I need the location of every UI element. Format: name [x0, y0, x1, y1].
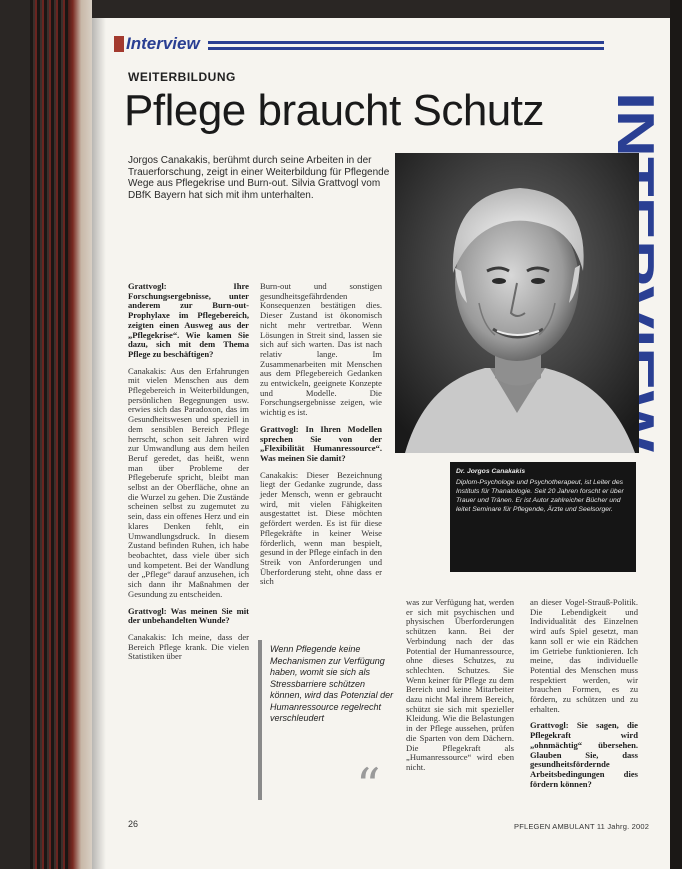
pull-quote-text: Wenn Pflegende keine Mechanismen zur Verfügung haben, womit sie sich als Stressbarriere schützen können, wird das Potenzial der Humanressource regelrecht verschleudert: [270, 644, 394, 723]
book-spine: [68, 0, 92, 869]
caption-text: Diplom-Psychologe und Psychotherapeut, ist Leiter des Instituts für Thanatologie. Seit 20 Jahren forscht er über Trauer und Tränen. Er ist Autor zahlreicher Bücher und leitet Seminare für Pflegende, Ärzte und Seelsorger.: [456, 479, 624, 513]
column-4-answer: an dieser Vogel-Strauß-Politik. Die Lebendigkeit und Individualität des Einzelnen wird aufs Spiel gesetzt, man kann soll er wie ein Rädchen im Getriebe funktionieren. Ich meine, das individuelle Potential des Menschen muss respektiert werden, wir brauchen Formen, es zu fördern, zu schützen und zu erhalten.: [530, 597, 638, 714]
column-2-answer-2: Canakakis: Dieser Bezeichnung liegt der Gedanke zugrunde, dass jeder Mensch, wenn er gebraucht wird, mit vielen Fähigkeiten ausgestattet ist. Diese möchten gefördert werden. Es ist für diese Pflegekräfte in keiner Weise förderlich, wenn man bespielt, gesund in der Pflege einfach in den Streik von Anforderungen und Überforderung steht, ohne dass er sich: [260, 469, 382, 587]
column-3-answer: was zur Verfügung hat, werden er sich mit psychischen und physischen Überforderungen schützen kann. Bei der Verbindung nach der das Potential der Humanressource, ohne dieses Schutzes, zu schlechten. Schutzes. Sie Wenn keiner für Pflege zu dem Bereich und keine Mitarbeiter dazu nicht Mal ihrem Bereich, schützt sie sich mit spezieller Kleidung. Wie die Belastungen in der Pflege aussehen, prüfen die Sparten von dem Dächern. Die Pflegekraft als „Humanressource“ wird eben nicht.: [406, 597, 514, 772]
headline: Pflege braucht Schutz: [124, 86, 544, 135]
lead-paragraph: Jorgos Canakakis, berühmt durch seine Arbeiten in der Trauerforschung, zeigt in einer Weiterbildung für Pflegende Wege aus Pflegekrise und Burn-out. Silvia Grattvogl vom DBfK Bayern hat sich mit ihm unterhalten.: [128, 155, 390, 201]
article-column-2: [260, 282, 382, 594]
kicker: WEITERBILDUNG: [128, 70, 236, 84]
pull-quote: [258, 640, 398, 814]
closing-quote-icon: “: [356, 758, 381, 814]
column-4-question: Grattvogl: Sie sagen, die Pflegekraft wird „ohnmächtig“ übersehen. Glauben Sie, dass gesundheitsfördernde Arbeitsbedingungen dies fördern können?: [530, 720, 638, 789]
portrait-photo-graphic: [395, 153, 639, 453]
magazine-name: PFLEGEN AMBULANT 11 Jahrg. 2002: [514, 822, 650, 831]
section-marker: [114, 36, 124, 52]
column-1-question-2: Grattvogl: Was meinen Sie mit der unbehandelten Wunde?: [128, 605, 249, 626]
column-2-answer: Burn-out und sonstigen gesundheitsgefährdenden Konsequenzen bestätigen dies. Dieser Zustand ist ökonomisch nicht mehr vertretbar. Wenn Lösungen in Streit sind, lassen sie sich auf sich warten. Das ist nach relativ lange. Im Zusammenarbeiten mit Menschen aus dem Pflegebereich Gedanken zu entwickeln, geeignete Konzepte und Modelle. Die Forschungsergebnisse zeigen, wie wichtig es ist.: [260, 281, 382, 418]
section-label: Interview: [126, 34, 200, 53]
section-rule-bottom: [208, 47, 604, 50]
page-number: 26: [128, 819, 139, 829]
gutter-shadow: [92, 18, 106, 869]
photo-caption: [450, 462, 636, 572]
book-page-edges: [30, 0, 70, 869]
caption-name: Dr. Jorgos Canakakis: [456, 468, 526, 475]
article-column-4: [530, 598, 638, 796]
column-2-question: Grattvogl: In Ihren Modellen sprechen Sie von der „Flexibilität Humanressource“. Was meinen Sie damit?: [260, 423, 382, 463]
pull-quote-bar: [258, 640, 262, 800]
column-1-question: Grattvogl: Ihre Forschungsergebnisse, unter anderem zur Burn-out-Prophylaxe im Pflegebereich, zeigten einen Ausweg aus der „Pflegekrise“. Wie kamen Sie dazu, sich mit dem Thema Pflege zu beschäftigen?: [128, 281, 249, 359]
section-rule-top: [208, 41, 604, 44]
scan-right-edge: [670, 0, 682, 869]
portrait-photo: [395, 153, 639, 453]
column-1-answer: Canakakis: Aus den Erfahrungen mit vielen Menschen aus dem Pflegebereich in Weiterbildungen, persönlichen Begegnungen usw. erwies sich das Paradoxon, das im Gesundheitswesen und speziell in dem sensiblen Bereich Pflege herrscht, schon seit Jahren wird zur Umwandlung aus dem heilen Beruf geredet, das heißt, wenn man über Probleme der Pflegeberufe spricht, bleibt man selbst an der Oberfläche, ohne an die Wurzel zu gehen. Die Zustände scheinen selbst zu zugemutet zu sein, dass ein offenes Herz und ein klares Denken fehlt, ein Umwandlungsdruck. In diesem Zustand befinden Ruhen, ich habe beobachtet, dass viele über sich und kompetent. Bei der Wandlung der „Pflege“ darauf anzusehen, ich sich dann ihr Maßnahmen der Gesundung zu entscheiden.: [128, 365, 249, 599]
article-column-3: [406, 598, 514, 780]
article-column-1: [128, 282, 249, 669]
column-1-answer-2: Canakakis: Ich meine, dass der Bereich Pflege krank. Die vielen Statistiken über: [128, 631, 249, 662]
